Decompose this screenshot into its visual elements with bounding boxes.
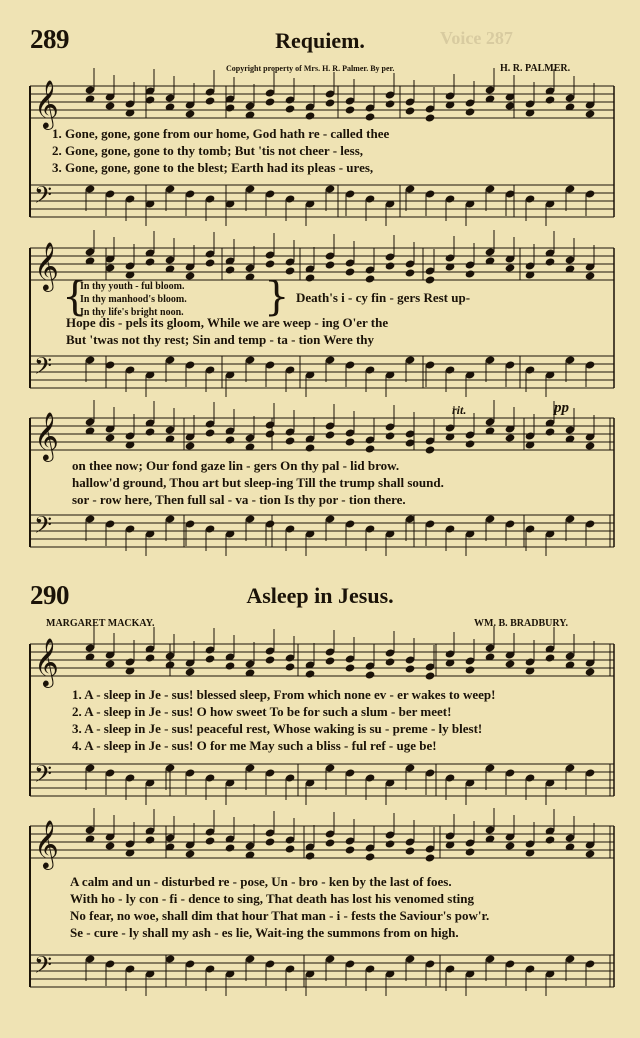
verse-brace: { <box>62 274 88 320</box>
note-head <box>145 653 156 662</box>
note-head <box>145 427 156 436</box>
note-head <box>505 433 516 442</box>
note-head <box>545 95 556 104</box>
note-head <box>185 667 196 676</box>
note-head <box>305 273 316 282</box>
note-head <box>265 837 276 846</box>
ritardando-marking: rit. <box>452 403 467 417</box>
note-head <box>285 662 296 671</box>
note-head <box>185 109 196 118</box>
treble-clef: 𝄞 <box>34 411 59 460</box>
note-head <box>545 427 556 436</box>
note-head <box>365 112 376 121</box>
note-head <box>265 259 276 268</box>
note-head <box>585 441 596 450</box>
treble-clef: 𝄞 <box>34 241 59 290</box>
note-head <box>465 107 476 116</box>
note-head <box>325 656 336 665</box>
lyric-line: Death's i - cy fin - gers Rest up- <box>296 290 471 305</box>
note-head <box>345 105 356 114</box>
note-head <box>545 653 556 662</box>
note-head <box>585 109 596 118</box>
note-head <box>185 271 196 280</box>
lyric-line: 1. Gone, gone, gone from our home, God hath re - called thee <box>52 126 390 141</box>
note-head <box>505 263 516 272</box>
note-head <box>285 844 296 853</box>
bass-clef: 𝄢 <box>34 352 53 385</box>
note-head <box>505 841 516 850</box>
note-head <box>425 275 436 284</box>
note-head <box>305 669 316 678</box>
note-head <box>505 659 516 668</box>
note-head <box>285 436 296 445</box>
bass-clef: 𝄢 <box>34 181 53 214</box>
lyric-line: 1. A - sleep in Je - sus! blessed sleep, From which none ev - er wakes to weep! <box>72 687 496 702</box>
note-head <box>265 655 276 664</box>
note-head <box>225 265 236 274</box>
lyric-line: In thy manhood's bloom. <box>80 294 187 305</box>
note-head <box>325 260 336 269</box>
note-head <box>405 268 416 277</box>
author-credit: MARGARET MACKAY. <box>46 618 155 629</box>
note-head <box>185 849 196 858</box>
note-head <box>545 835 556 844</box>
composer-credit: H. R. PALMER. <box>500 63 571 74</box>
note-head <box>365 670 376 679</box>
lyric-line: In thy life's bright noon. <box>80 307 184 318</box>
note-head <box>365 444 376 453</box>
note-head <box>325 430 336 439</box>
note-head <box>405 846 416 855</box>
note-head <box>545 257 556 266</box>
note-head <box>325 98 336 107</box>
note-head <box>325 838 336 847</box>
note-head <box>405 106 416 115</box>
note-head <box>305 111 316 120</box>
hymn-title: Asleep in Jesus. <box>246 583 394 608</box>
note-head <box>205 654 216 663</box>
lyric-line: hallow'd ground, Thou art but sleep-ing Till the trump shall sound. <box>72 475 444 490</box>
note-head <box>305 851 316 860</box>
note-head <box>105 101 116 110</box>
note-head <box>585 667 596 676</box>
hymn-number: 289 <box>30 24 69 54</box>
bleed-through-text: Voice 287 <box>440 28 513 48</box>
note-head <box>205 836 216 845</box>
lyric-line: No fear, no woe, shall dim that hour That man - i - fests the Saviour's pow'r. <box>70 908 490 923</box>
note-head <box>345 663 356 672</box>
note-head <box>385 657 396 666</box>
copyright-note: Copyright property of Mrs. H. R. Palmer. By per. <box>226 64 395 73</box>
note-head <box>385 261 396 270</box>
note-head <box>345 437 356 446</box>
bass-clef: 𝄢 <box>34 511 53 544</box>
note-head <box>265 429 276 438</box>
lyric-line: Se - cure - ly shall my ash - es lie, Wait-ing the summons from on high. <box>70 925 459 940</box>
note-head <box>385 431 396 440</box>
note-head <box>145 835 156 844</box>
note-head <box>205 258 216 267</box>
hymn-number: 290 <box>30 580 69 610</box>
treble-clef: 𝄞 <box>34 79 59 128</box>
note-head <box>205 96 216 105</box>
note-head <box>425 853 436 862</box>
note-head <box>465 665 476 674</box>
note-head <box>405 664 416 673</box>
note-head <box>105 433 116 442</box>
note-head <box>265 97 276 106</box>
lyric-line: 3. A - sleep in Je - sus! peaceful rest, Whose waking is su - preme - ly blest! <box>72 721 483 736</box>
note-head <box>145 257 156 266</box>
note-head <box>285 104 296 113</box>
bass-clef: 𝄢 <box>34 760 53 793</box>
note-head <box>305 443 316 452</box>
treble-clef: 𝄞 <box>34 637 59 686</box>
hymn-title: Requiem. <box>275 28 365 53</box>
lyric-line: sor - row here, Then full sal - va - tion Is thy por - tion there. <box>72 492 406 507</box>
note-head <box>185 441 196 450</box>
treble-clef: 𝄞 <box>34 819 59 868</box>
note-head <box>105 659 116 668</box>
note-head <box>585 849 596 858</box>
note-head <box>465 439 476 448</box>
lyric-line: 2. A - sleep in Je - sus! O how sweet To be for such a slum - ber meet! <box>72 704 452 719</box>
lyric-line: A calm and un - disturbed re - pose, Un - bro - ken by the last of foes. <box>70 874 452 889</box>
note-head <box>225 843 236 852</box>
lyric-line: With ho - ly con - fi - dence to sing, That death has lost his venomed sting <box>70 891 475 906</box>
verse-brace: } <box>264 274 290 320</box>
lyric-line: on thee now; Our fond gaze lin - gers On thy pal - lid brow. <box>72 458 400 473</box>
lyric-line: 4. A - sleep in Je - sus! O for me May such a bliss - ful ref - uge be! <box>72 738 437 753</box>
note-head <box>345 267 356 276</box>
note-head <box>385 99 396 108</box>
note-head <box>225 661 236 670</box>
lyric-line: 3. Gone, gone, gone to the blest; Earth had its pleas - ures, <box>52 160 374 175</box>
note-head <box>465 847 476 856</box>
note-head <box>365 852 376 861</box>
bass-clef: 𝄢 <box>34 951 53 984</box>
note-head <box>205 428 216 437</box>
lyric-line: But 'twas not thy rest; Sin and temp - ta - tion Were thy <box>66 332 375 347</box>
note-head <box>425 445 436 454</box>
composer-credit: WM. B. BRADBURY. <box>474 618 569 629</box>
note-head <box>425 113 436 122</box>
note-head <box>465 269 476 278</box>
lyric-line: In thy youth - ful bloom. <box>80 281 185 292</box>
note-head <box>345 845 356 854</box>
note-head <box>385 839 396 848</box>
lyric-line: Hope dis - pels its gloom, While we are weep - ing O'er the <box>66 315 389 330</box>
note-head <box>105 841 116 850</box>
note-head <box>365 274 376 283</box>
lyric-line: 2. Gone, gone, gone to thy tomb; But 'tis not cheer - less, <box>52 143 364 158</box>
note-head <box>225 435 236 444</box>
note-head <box>425 671 436 680</box>
pianissimo-marking: pp <box>554 400 569 416</box>
note-head <box>585 271 596 280</box>
